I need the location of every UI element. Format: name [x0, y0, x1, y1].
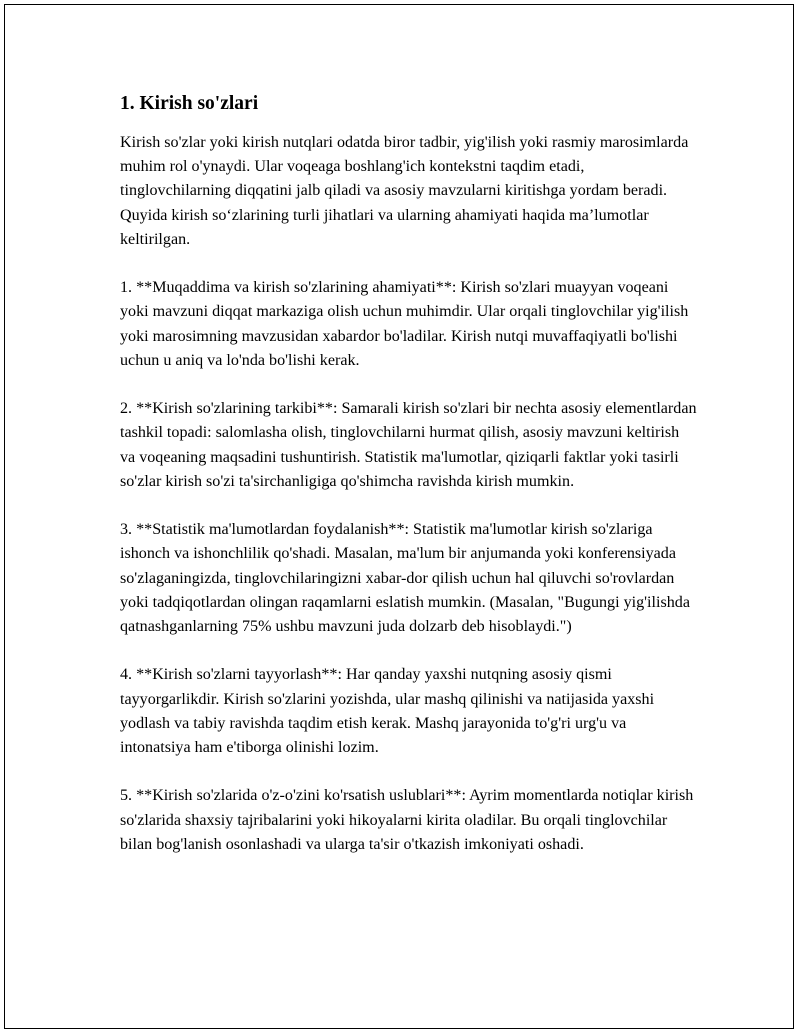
section-heading: 1. Kirish so'zlari: [120, 93, 259, 114]
paragraph-item-2: 2. **Kirish so'zlarining tarkibi**: Samarali kirish so'zlari bir nechta asosiy elementlardan tashkil topadi: salomlasha olish, tinglovchilarni hurmat qilish, asosiy mavzuni keltirish va voqeaning maqsadini tushuntirish. Statistik ma'lumotlar, qiziqarli faktlar yoki tasirli so'zlar kirish so'zi ta'sirchanligiga qo'shimcha ravishda kirish mumkin.: [120, 400, 697, 490]
paragraph-item-5: 5. **Kirish so'zlarida o'z-o'zini ko'rsatish uslublari**: Ayrim momentlarda notiqlar kirish so'zlarida shaxsiy tajribalarini yoki hikoyalarni kirita oladilar. Bu orqali tinglovchilar bilan bog'lanish osonlashadi va ularga ta'sir o'tkazish imkoniyati oshadi.: [120, 787, 694, 853]
document-page: [4, 4, 794, 1029]
paragraph-item-1: 1. **Muqaddima va kirish so'zlarining ahamiyati**: Kirish so'zlari muayyan voqeani yoki mavzuni diqqat markaziga olish uchun muhimdir. Ular orqali tinglovchilar yig'ilish yoki marosimning mavzusidan xabardor bo'ladilar. Kirish nutqi muvaffaqiyatli bo'lishi uchun u aniq va lo'nda bo'lishi kerak.: [120, 279, 689, 369]
paragraph-item-3: 3. **Statistik ma'lumotlardan foydalanish**: Statistik ma'lumotlar kirish so'zlariga ishonch va ishonchlilik qo'shadi. Masalan, ma'lum bir anjumanda yoki konferensiyada so'zlaganingizda, tinglovchilaringizni xabar-dor qilish uchun hal qiluvchi so'rovlardan yoki tadqiqotlardan olingan raqamlarni eslatish mumkin. (Masalan, "Bugungi yig'ilishda qatnashganlarning 75% ushbu mavzuni juda dolzarb deb hisoblaydi."): [120, 521, 690, 636]
document-content: [118, 91, 698, 881]
paragraph-item-4: 4. **Kirish so'zlarni tayyorlash**: Har qanday yaxshi nutqning asosiy qismi tayyorgarlikdir. Kirish so'zlarini yozishda, ular mashq qilinishi va natijasida yaxshi yodlash va tabiy ravishda taqdim etish kerak. Mashq jarayonida to'g'ri urg'u va intonatsiya ham e'tiborga olinishi lozim.: [120, 666, 655, 757]
paragraph-intro: Kirish so'zlar yoki kirish nutqlari odatda biror tadbir, yig'ilish yoki rasmiy marosimlarda muhim rol o'ynaydi. Ular voqeaga boshlang'ich kontekstni taqdim etadi, tinglovchilarning diqqatini jalb qiladi va asosiy mavzularni kiritishga yordam beradi. Quyida kirish so‘zlarining turli jihatlari va ularning ahamiyati haqida ma’lumotlar keltirilgan.: [120, 134, 689, 248]
